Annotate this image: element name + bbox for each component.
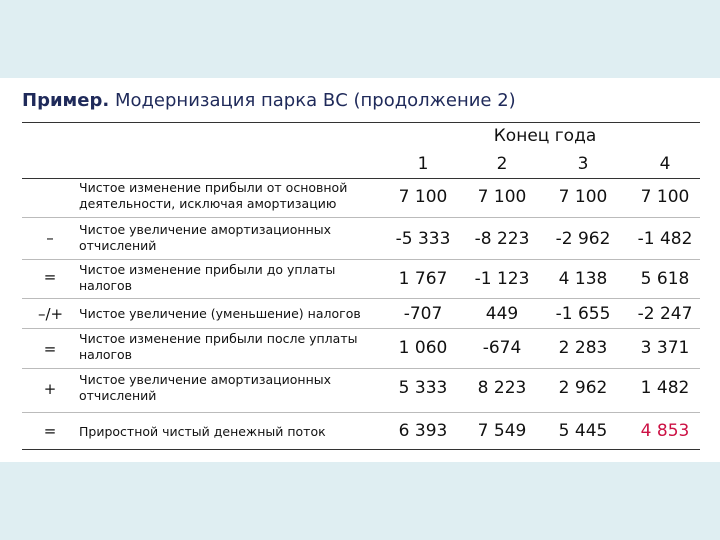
- row-operator: =: [43, 340, 57, 358]
- cell-value: 1 060: [398, 338, 448, 358]
- cell-value: -1 123: [474, 269, 530, 289]
- column-caption: Конец года: [493, 126, 597, 146]
- row-divider: [22, 412, 700, 413]
- row-operator: =: [43, 268, 57, 286]
- cell-value: 7 100: [640, 187, 690, 207]
- cell-value: -8 223: [474, 229, 530, 249]
- column-header-4: 4: [659, 154, 671, 174]
- cell-value: -2 247: [637, 304, 693, 324]
- cell-value: 4 138: [558, 269, 608, 289]
- cell-value: 6 393: [398, 421, 448, 441]
- cell-value: 5 333: [398, 378, 448, 398]
- row-divider: [22, 259, 700, 260]
- cell-value: -707: [403, 304, 443, 324]
- cell-value: -1 655: [555, 304, 611, 324]
- table-bottom-rule: [22, 449, 700, 450]
- cell-value: 449: [485, 304, 519, 324]
- cell-value: 1 482: [640, 378, 690, 398]
- row-divider: [22, 298, 700, 299]
- cell-value: -674: [482, 338, 522, 358]
- cell-value: 2 283: [558, 338, 608, 358]
- row-label: Чистое изменение прибыли после уплаты налогов: [79, 331, 358, 362]
- title-text: Модернизация парка ВС (продолжение 2): [109, 90, 516, 111]
- row-operator: =: [43, 422, 57, 440]
- column-header-1: 1: [417, 154, 429, 174]
- cell-value: 1 767: [398, 269, 448, 289]
- row-divider: [22, 217, 700, 218]
- cell-value-highlight: 4 853: [640, 421, 690, 441]
- title-prefix: Пример.: [22, 90, 110, 111]
- cell-value: 7 100: [398, 187, 448, 207]
- cell-value: 5 618: [640, 269, 690, 289]
- row-operator: –/+: [38, 305, 64, 323]
- cell-value: 5 445: [558, 421, 608, 441]
- column-header-3: 3: [577, 154, 589, 174]
- row-operator: +: [43, 380, 57, 398]
- cell-value: 8 223: [477, 378, 527, 398]
- cell-value: -5 333: [395, 229, 451, 249]
- row-divider: [22, 368, 700, 369]
- cell-value: 7 100: [477, 187, 527, 207]
- cell-value: 7 100: [558, 187, 608, 207]
- row-label: Приростной чистый денежный поток: [79, 424, 326, 439]
- cell-value: 3 371: [640, 338, 690, 358]
- page-title: [22, 90, 516, 111]
- cell-value: -2 962: [555, 229, 611, 249]
- cell-value: 7 549: [477, 421, 527, 441]
- row-label: Чистое изменение прибыли от основной деятельности, исключая амортизацию: [79, 180, 348, 211]
- row-label: Чистое увеличение амортизационных отчислений: [79, 372, 332, 403]
- row-operator: –: [46, 229, 54, 247]
- column-header-2: 2: [496, 154, 508, 174]
- row-label: Чистое увеличение амортизационных отчислений: [79, 222, 332, 253]
- row-divider: [22, 328, 700, 329]
- header-top-rule: [22, 122, 700, 123]
- cell-value: 2 962: [558, 378, 608, 398]
- cell-value: -1 482: [637, 229, 693, 249]
- row-label: Чистое увеличение (уменьшение) налогов: [79, 306, 361, 321]
- row-label: Чистое изменение прибыли до уплаты налогов: [79, 262, 336, 293]
- header-bottom-rule: [22, 178, 700, 179]
